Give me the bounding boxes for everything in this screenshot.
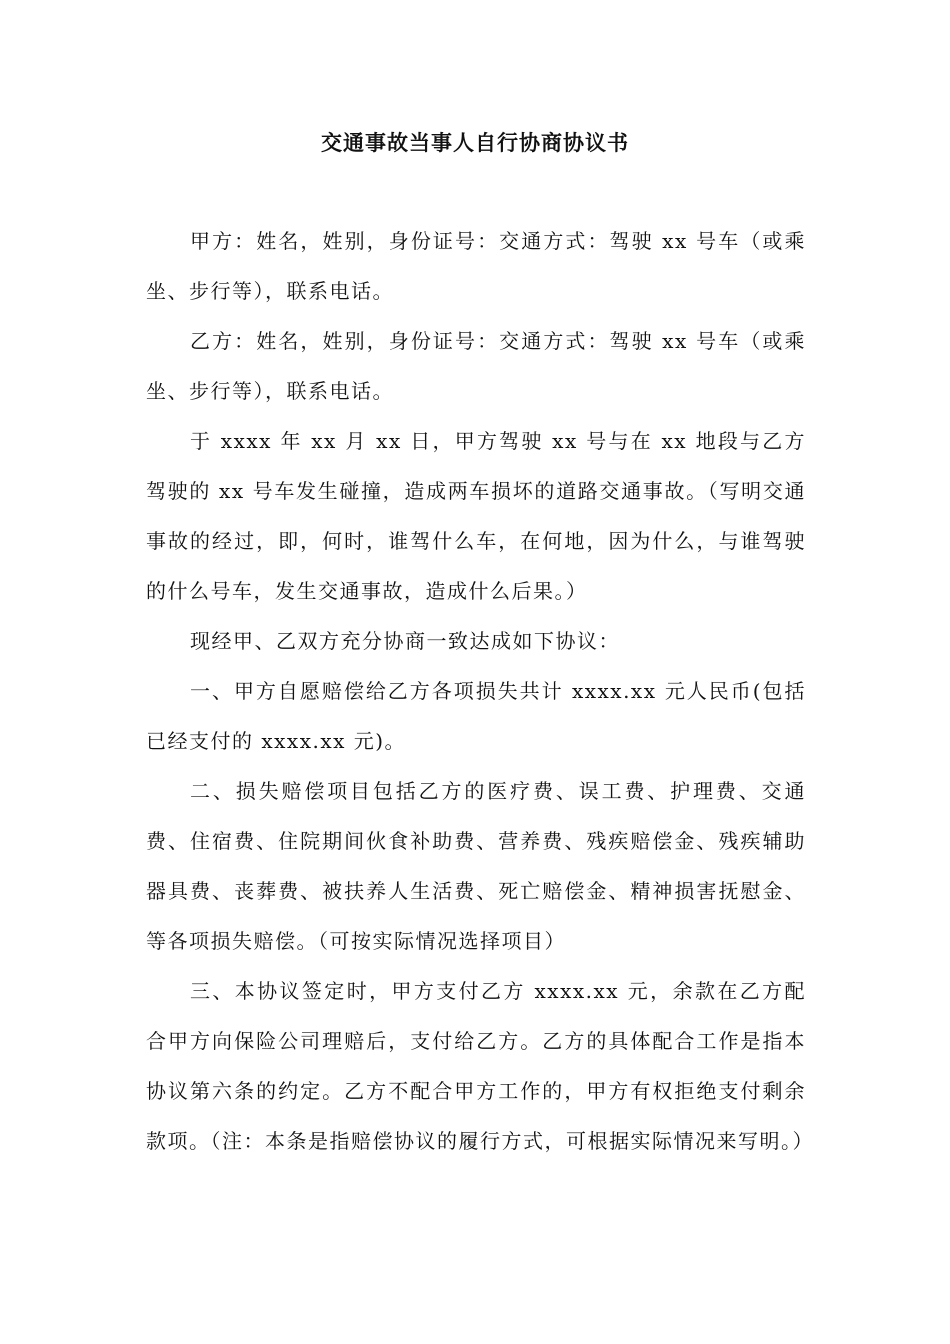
paragraph-clause-2: 二、损失赔偿项目包括乙方的医疗费、误工费、护理费、交通费、住宿费、住院期间伙食补助费、营养费、残疾赔偿金、残疾辅助器具费、丧葬费、被扶养人生活费、死亡赔偿金、精神损害抚慰金、等各项损失赔偿。（可按实际情况选择项目） xyxy=(146,779,806,953)
paragraph-agreement-intro: 现经甲、乙双方充分协商一致达成如下协议： xyxy=(190,629,620,653)
paragraph-clause-3: 三、本协议签定时，甲方支付乙方 xxxx.xx 元，余款在乙方配合甲方向保险公司理赔后，支付给乙方。乙方的具体配合工作是指本协议第六条的约定。乙方不配合甲方工作的，甲方有权拒绝支付剩余款项。（注：本条是指赔偿协议的履行方式，可根据实际情况来写明。） xyxy=(146,979,814,1153)
document-title: 交通事故当事人自行协商协议书 xyxy=(321,131,629,155)
paragraph-party-a: 甲方：姓名，姓别，身份证号：交通方式：驾驶 xx 号车（或乘坐、步行等），联系电话。 xyxy=(146,229,806,303)
document-body xyxy=(146,216,814,1166)
paragraph-accident-description: 于 xxxx 年 xx 月 xx 日，甲方驾驶 xx 号与在 xx 地段与乙方驾驶的 xx 号车发生碰撞，造成两车损坏的道路交通事故。（写明交通事故的经过，即，何时，谁驾什么车，在何地，因为什么，与谁驾驶的什么号车，发生交通事故，造成什么后果。） xyxy=(146,429,806,603)
paragraph-party-b: 乙方：姓名，姓别，身份证号：交通方式：驾驶 xx 号车（或乘坐、步行等），联系电话。 xyxy=(146,329,806,403)
paragraph-clause-1: 一、甲方自愿赔偿给乙方各项损失共计 xxxx.xx 元人民币(包括已经支付的 xxxx.xx 元)。 xyxy=(146,679,806,753)
